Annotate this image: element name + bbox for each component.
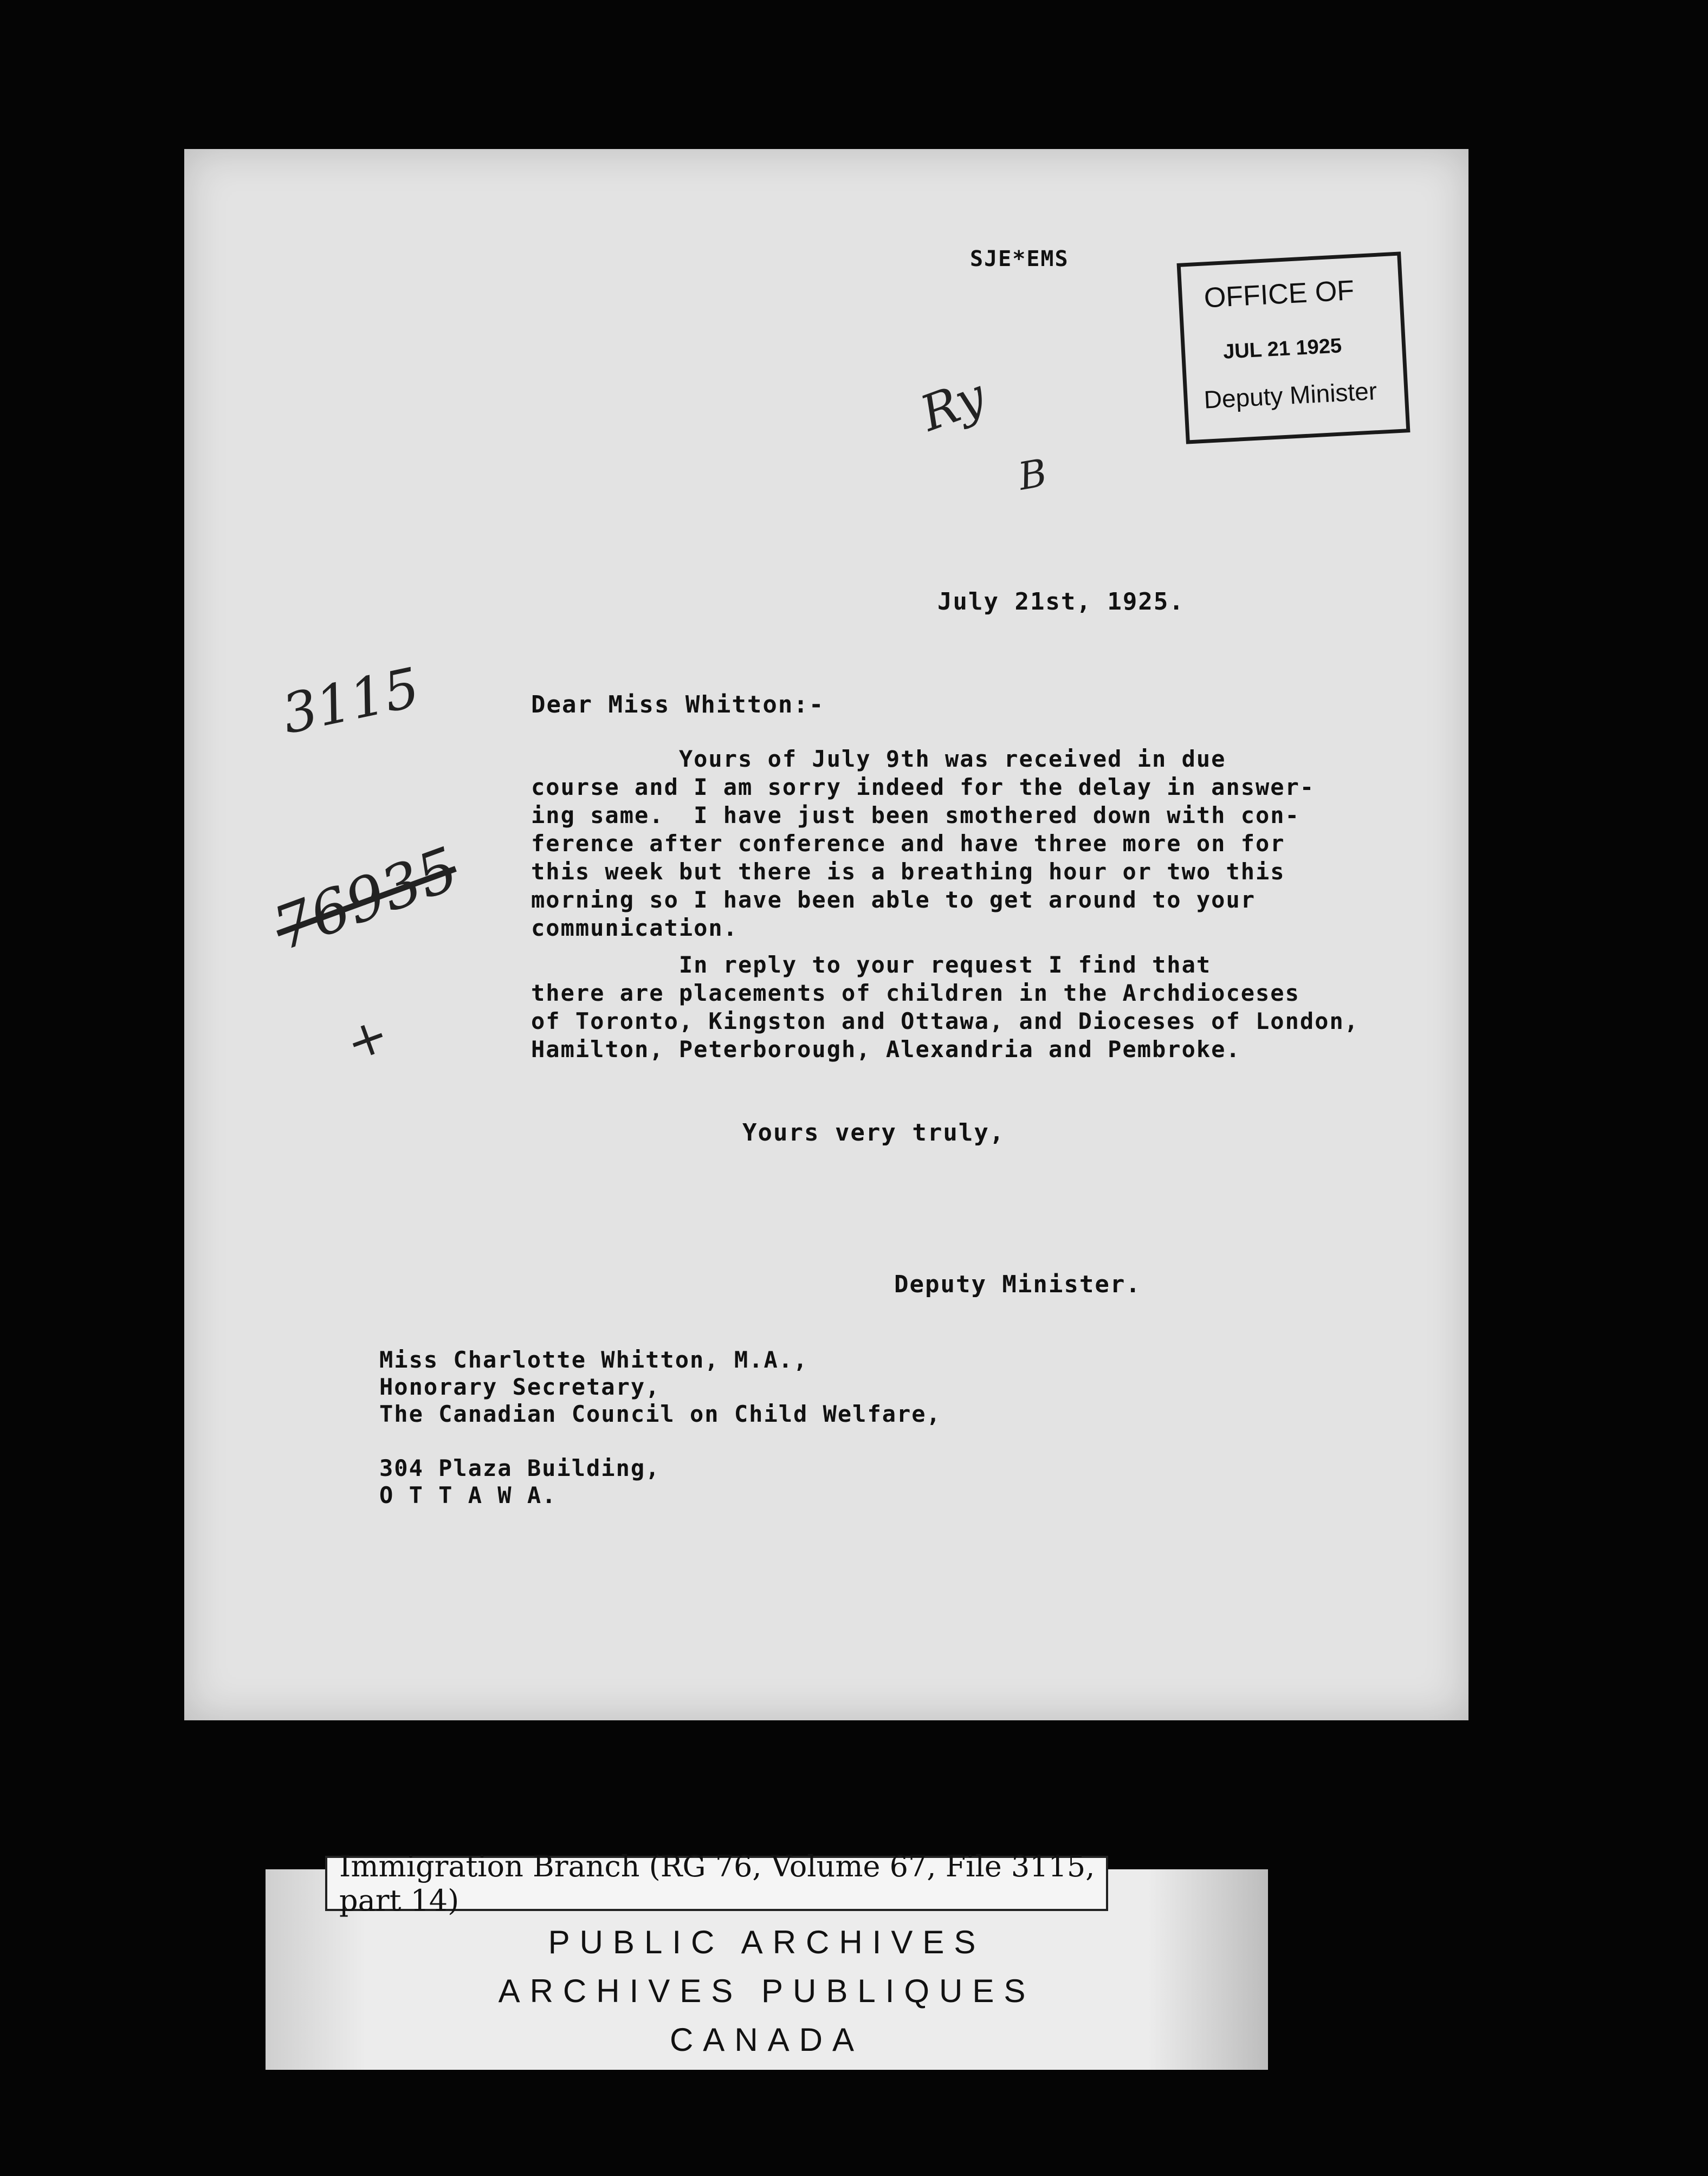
letter-paragraph-2: In reply to your request I find that there are placements of children in the Archdioceses of Toronto, Kingston and Ottawa, and Dioceses of London, Hamilton, Peterborough, Alexandria and Pembroke. [531,951,1360,1063]
office-stamp [1177,251,1411,444]
letter-paragraph-1: Yours of July 9th was received in due course and I am sorry indeed for the delay in answer- ing same. I have just been smothered down with con- ference after conference and have three more on for this week but there is a breathing hour or two this morning so I have been able to get around to your communication. [531,746,1315,941]
archive-reference-label: Immigration Branch (RG 76, Volume 67, File 3115, part 14) [325,1856,1108,1911]
letter-date: July 21st, 1925. [937,588,1185,616]
letter-sheet [184,149,1468,1720]
signature-title: Deputy Minister. [894,1271,1141,1298]
reference-code: SJE*EMS [970,247,1069,271]
archive-line-french: ARCHIVES PUBLIQUES [498,1973,1036,2009]
salutation: Dear Miss Whitton:- [531,691,825,718]
handwritten-struck-number: 76935 [264,834,467,964]
handwritten-file-number: 3115 [276,655,425,747]
recipient-address: Miss Charlotte Whitton, M.A., Honorary Secretary, The Canadian Council on Child Welfare, 304 Plaza Building, O T T A W A. [379,1346,941,1508]
stamp-date: JUL 21 1925 [1222,334,1343,364]
handwritten-mark: B [1015,450,1051,499]
archive-line-country: CANADA [669,2022,864,2058]
archive-line-english: PUBLIC ARCHIVES [548,1924,986,1960]
handwritten-cross: + [338,1005,397,1073]
handwritten-initials: Ry [913,367,993,443]
stamp-office-line: OFFICE OF [1203,275,1355,314]
letter-closing: Yours very truly, [742,1119,1005,1147]
stamp-deputy-line: Deputy Minister [1203,377,1378,414]
